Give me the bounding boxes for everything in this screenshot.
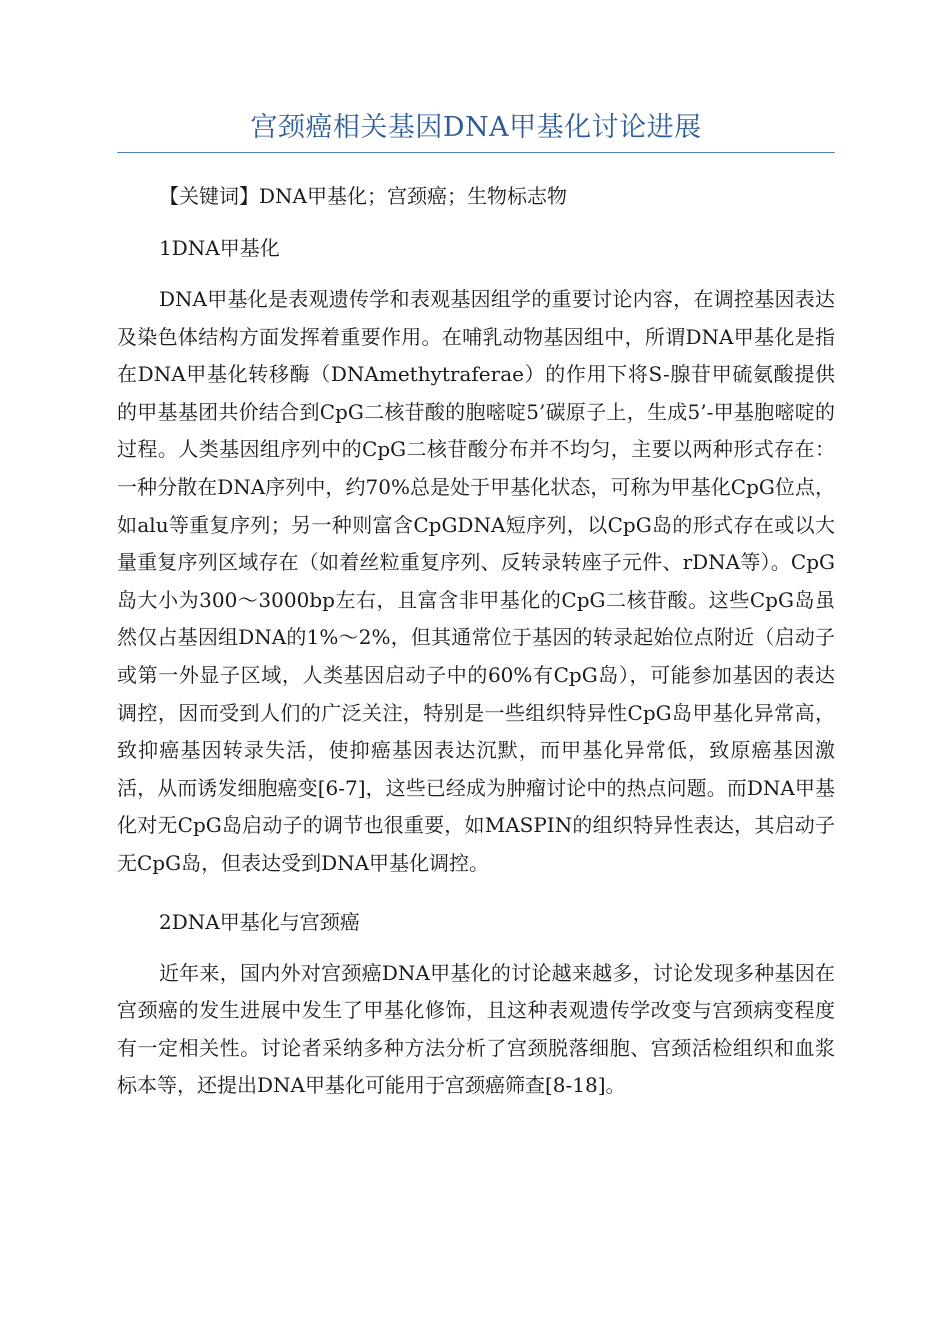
title-underline [117,152,835,153]
keywords-line: 【关键词】DNA甲基化；宫颈癌；生物标志物 [159,184,567,208]
section-paragraph-2: 近年来，国内外对宫颈癌DNA甲基化的讨论越来越多，讨论发现多种基因在宫颈癌的发生进展中发生了甲基化修饰，且这种表观遗传学改变与宫颈病变程度有一定相关性。讨论者采纳多种方法分析了宫颈脱落细胞、宫颈活检组织和血浆标本等，还提出DNA甲基化可能用于宫颈癌筛查[8-18]。 [117,960,835,1098]
document-page [117,108,835,1125]
section-paragraph-1: DNA甲基化是表观遗传学和表观基因组学的重要讨论内容，在调控基因表达及染色体结构方面发挥着重要作用。在哺乳动物基因组中，所谓DNA甲基化是指在DNA甲基化转移酶（DNAmethytraferae）的作用下将S-腺苷甲硫氨酸提供的甲基基团共价结合到CpG二核苷酸的胞嘧啶5’碳原子上，生成5’-甲基胞嘧啶的过程。人类基因组序列中的CpG二核苷酸分布并不均匀，主要以两种形式存在：一种分散在DNA序列中，约70%总是处于甲基化状态，可称为甲基化CpG位点，如alu等重复序列；另一种则富含CpGDNA短序列，以CpG岛的形式存在或以大量重复序列区域存在（如着丝粒重复序列、反转录转座子元件、rDNA等）。CpG岛大小为300～3000bp左右，且富含非甲基化的CpG二核苷酸。这些CpG岛虽然仅占基因组DNA的1%～2%，但其通常位于基因的转录起始位点附近（启动子或第一外显子区域，人类基因启动子中的60%有CpG岛），可能参加基因的表达调控，因而受到人们的广泛关注，特别是一些组织特异性CpG岛甲基化异常高，致抑癌基因转录失活，使抑癌基因表达沉默，而甲基化异常低，致原癌基因激活，从而诱发细胞癌变[6-7]，这些已经成为肿瘤讨论中的热点问题。而DNA甲基化对无CpG岛启动子的调节也很重要，如MASPIN的组织特异性表达，其启动子无CpG岛，但表达受到DNA甲基化调控。 [117,287,835,875]
section-heading-2: 2DNA甲基化与宫颈癌 [159,909,360,934]
document-title: 宫颈癌相关基因DNA甲基化讨论进展 [250,112,702,143]
section-heading-1: 1DNA甲基化 [159,236,280,260]
